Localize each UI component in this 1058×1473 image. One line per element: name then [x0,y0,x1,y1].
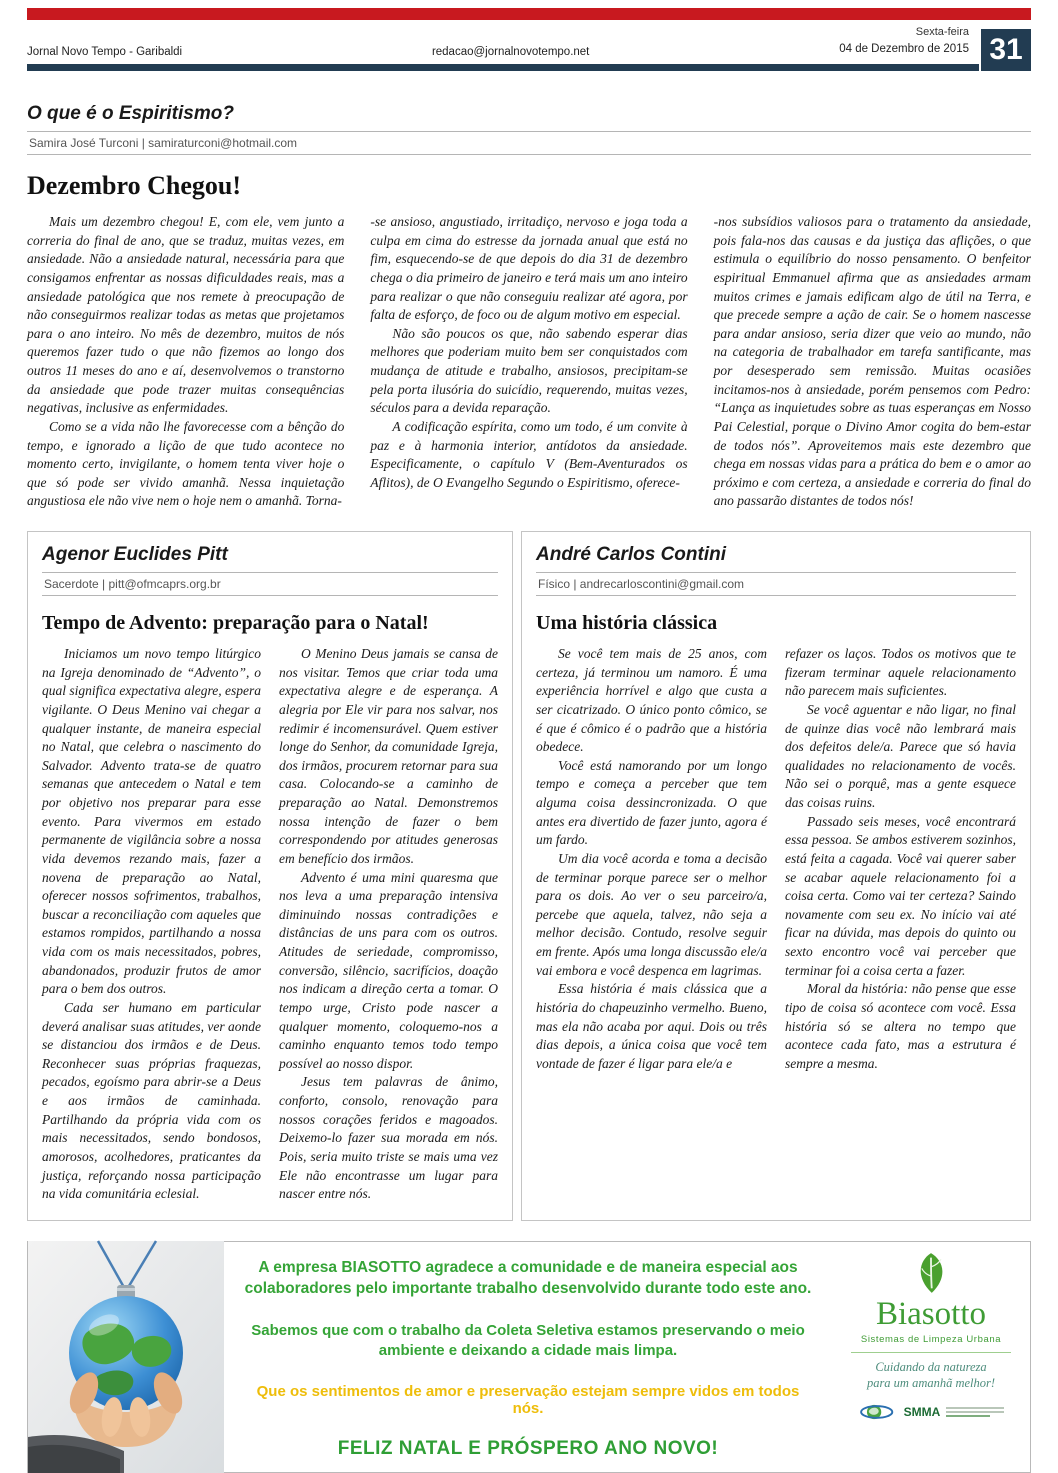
biasotto-ad [27,1241,1031,1473]
paragraph: Advento é uma mini quaresma que nos leva a uma preparação intensiva diminuindo nossas contradições e distâncias de uns para com os outros. Atitudes de seriedade, compromisso, conversão, silêncio, sacrifícios, doação nos indicam a direção certa a tomar. O tempo urge, Cristo pode nascer a qualquer momento, coloquemo-nos a caminho enquanto temos todo tempo possível ao nosso dispor. [279,869,498,1071]
smma-logo [858,1399,1005,1425]
section-title: O que é o Espiritismo? [27,103,234,124]
ad-message-sentimentos: Que os sentimentos de amor e preservação estejam sempre vidos em todos nós. [256,1382,800,1417]
leaf-icon [908,1250,954,1296]
paragraph: Iniciamos um novo tempo litúrgico na Igreja denominado de “Advento”, o qual significa expectativa alegre, espera vigilante. O Deus Menino vai chegar a qualquer instante, de maneira especial no Natal, que celebra o nascimento do Salvador. Advento trata-se de quatro semanas que antecedem o Natal e tem por objetivo nos preparar para esse evento. Para vivermos em estado permanente de vigilância sobre a nossa vida devemos rezando mais, fazer a novena de preparação ao Natal, oferecer nossos sofrimentos, trabalhos, buscar a reconciliação com aqueles que estamos rompidos, partilhando a nossa vida com os mais necessitados, pobres, abandonados, produzir frutos de amor para o bem dos outros. [42,646,261,997]
byline: Sacerdote | pitt@ofmcaprs.org.br [44,577,221,591]
article-columns [27,213,1031,511]
ad-message-feliz-natal: FELIZ NATAL E PRÓSPERO ANO NOVO! [337,1437,719,1459]
divider [42,595,498,596]
paragraph: refazer os laços. Todos os motivos que te fizeram terminar aquele relacionamento não parecem mais suficientes. [785,646,1016,699]
edition-date: 04 de Dezembro de 2015 [839,42,969,55]
article-column [27,213,344,511]
boxed-articles-row [27,531,1031,1221]
article-column [714,213,1031,511]
article-column [785,645,1016,1073]
article-headline: Dezembro Chegou! [27,171,241,200]
byline: Samira José Turconi | samiraturconi@hotmail.com [29,136,298,150]
paragraph: -se ansioso, angustiado, irritadiço, nervoso e joga toda a culpa em cima do estresse da jornada anual que está no fim, esquecendo-se de que depois do dia 31 de dezembro chega o dia primeiro de janeiro e terá mais um ano inteiro para realizar o que não conseguiu realizar até agora, por falta de esforço, de foco ou de algum motivo em especial. [370,214,688,323]
article-headline: Uma história clássica [536,612,718,634]
editorial-email: redacao@jornalnovotempo.net [431,46,590,58]
top-red-bar [27,8,1031,20]
article-columns [536,645,1016,1073]
byline: Físico | andrecarloscontini@gmail.com [538,577,745,591]
article-espiritismo [27,103,1031,511]
paragraph: Moral da história: não pense que esse tipo de coisa só acontece com você. Essa história só se altera no tempo que acontece cada fato, mas a estrutura é sempre a mesma. [785,981,1016,1071]
article-column [536,645,767,1073]
divider [536,595,1016,596]
smma-fineprint [946,1407,1004,1417]
article-column [370,213,687,511]
paragraph: Você está namorando por um longo tempo e começa a perceber que tem alguma coisa dessincronizada. O que antes era divertido de fazer junto, agora é um fardo. [536,757,767,848]
ad-message-block [224,1242,832,1472]
newspaper-page [0,8,1058,1459]
paragraph: Jesus tem palavras de ânimo, conforto, consolo, renovação para nossos corações feridos e magoados. Deixemo-lo fazer sua morada em nós. Pois, seria muito triste se mais uma vez Ele não encontrasse um lugar para nascer entre nós. [279,1074,498,1202]
paragraph: Cada ser humano em particular deverá analisar suas atitudes, ver aonde se distanciou dos irmãos e de Deus. Reconhecer suas próprias fraquezas, pecados, egoísmo para abrir-se a Deus e aos irmãos de caminhada. Partilhando da própria vida com os mais necessitados, sendo bondosos, amorosos, acolhedores, praticantes da justiça, reforçando nossa participação na vida comunitária eclesial. [42,999,261,1202]
masthead [27,20,1031,64]
divider [851,1352,1011,1353]
divider [27,154,1031,155]
ad-message-coleta: Sabemos que com o trabalho da Coleta Seletiva estamos preservando o meio ambiente e deixando a cidade mais limpa. [251,1321,805,1360]
paragraph: Não são poucos os que, não sabendo esperar dias melhores que poderiam muito bem ser conquistados com mudança de atitude e trabalho, ansiosos, precipitam-se pela porta ilusória do suicídio, requerendo, muitas vezes, séculos para a devida reparação. [370,325,688,416]
article-headline: Tempo de Advento: preparação para o Natal! [42,612,429,634]
paragraph: Se você tem mais de 25 anos, com certeza, já terminou um namoro. É uma experiência horrível e algo que custa a ser cicatrizado. O único ponto cômico, se é que é cômico é o padrão que a história obedece. [536,646,767,755]
ad-message-thanks: A empresa BIASOTTO agradece a comunidade e de maneira especial aos colaboradores pelo importante trabalho desenvolvido durante todo este ano. [244,1258,812,1297]
article-advento [27,531,513,1221]
article-historia [521,531,1031,1221]
brand-slogan: Cuidando da natureza para um amanhã melhor! [866,1359,996,1390]
ornament-globe-icon [28,1242,224,1472]
paragraph: Mais um dezembro chegou! E, com ele, vem junto a correria do final de ano, que se traduz, muitas vezes, em ansiedade. Não a ansiedade natural, necessária para que consigamos enfrentar as nossas dificuldades reais, mas a ansiedade patológica que nos remete à preocupação de não conseguirmos realizar todas as metas que projetamos para o ano inteiro. No mês de dezembro, muitos de nós queremos fazer tudo o que não fizemos ao longo dos outros 11 meses do ano e aí, desenvolvemos o transtorno da ansiedade que pode trazer muitas consequências negativas, inclusive as enfermidades. [27,214,345,416]
biasotto-logo [832,1242,1030,1472]
paragraph: O Menino Deus jamais se cansa de nos visitar. Temos que criar toda uma expectativa alegre e de esperança. A alegria por Ele vir para nos salvar, nos redimir é incomensurável. Quem estiver longe do Senhor, da comunidade Igreja, dos irmãos, procurem retornar para sua casa. Colocando-se a caminho de preparação ao Natal. Demonstremos nossa intenção de fazer o bem correspondendo por atitudes generosas em benefício dos irmãos. [279,646,498,866]
author-name: André Carlos Contini [536,544,727,565]
weekday: Sexta-feira [915,26,969,39]
paper-name: Jornal Novo Tempo - Garibaldi [27,46,183,58]
brand-tagline: Sistemas de Limpeza Urbana [860,1333,1002,1345]
smma-globe-icon [858,1399,898,1425]
page-number: 31 [981,29,1031,71]
paragraph: Se você aguentar e não ligar, no final de quinze dias você não lembrará mais dos defeitos dele/a. Parece que só havia qualidades no relacionamento de vocês. Não sei o porquê, mas a gente esquece das coisas ruins. [785,701,1016,810]
author-name: Agenor Euclides Pitt [42,544,228,565]
ornament-globe-illustration [28,1242,224,1472]
article-column [279,645,498,1204]
article-column [42,645,261,1204]
paragraph: Passado seis meses, você encontrará essa pessoa. Se ambos estiverem sozinhos, está feita a cagada. Você vai querer saber se acabar aquele relacionamento foi a coisa certa. Como vai ter certeza? Saindo novamente com seu ex. No início vai até ficar na dúvida, mas depois do quinto ou sexto encontro você vai perceber que terminar foi a coisa certa a fazer. [785,813,1016,978]
paragraph: Essa história é mais clássica que a história do chapeuzinho vermelho. Bueno, mas ela não acaba por aqui. Dois ou três dias depois, a única coisa que você tem vontade de fazer é ligar para ele/a e [536,981,767,1071]
paragraph: A codificação espírita, como um todo, é um convite à paz e à harmonia interior, antídotos da ansiedade. Especificamente, o capítulo V (Bem-Aventurados os Aflitos), de O Evangelho Segundo o Espiritismo, oferece- [370,418,688,490]
masthead-rule [27,64,979,71]
paragraph: -nos subsídios valiosos para o tratamento da ansiedade, pois fala-nos das causas e da justiça das aflições, o que estimula o equilíbrio do nosso pensamento. O benfeitor espiritual Emmanuel afirma que as ansiedades armam muitos crimes e jamais edificam algo de útil na Terra, e que precede sempre a ação de cair. Se o homem nascesse para andar ansioso, seria dizer que veio ao mundo, não na categoria de trabalhador em tarefa santificante, mas por desesperado sem remissão. Muitas ocasiões incitamos-nos à ansiedade, porém pensemos com Pedro: “Lança as inquietudes sobre as tuas esperanças em Nosso Pai Celestial, porque o Divino Amor cogita do bem-estar de todos nós”. Aproveitemos mais este dezembro que chega em nossas vidas para a prática do bem e o amor ao próximo e com certeza, a ansiedade e correria do final do ano passarão distantes de todos nós! [713,214,1031,509]
smma-label: SMMA [903,1405,941,1420]
paragraph: Como se a vida não lhe favorecesse com a bênção do tempo, e ignorado a lição de que tudo acontece no momento certo, invigilante, o homem tenta viver hoje o que só pode ser vivido amanhã. Nessa inquietação angustiosa ele não vive nem o hoje nem o amanhã. Torna- [27,418,345,509]
paragraph: Um dia você acorda e toma a decisão de terminar porque parece ser o melhor para os dois. Ao ver o seu parceiro/a, percebe que aquela, talvez, não seja a melhor decisão. Contudo, resolve seguir em frente. Após uma longa discussão ele/a vai embora e você despenca em lagrimas. [536,850,767,978]
article-columns [42,645,498,1204]
brand-name: Biasotto [875,1295,986,1332]
